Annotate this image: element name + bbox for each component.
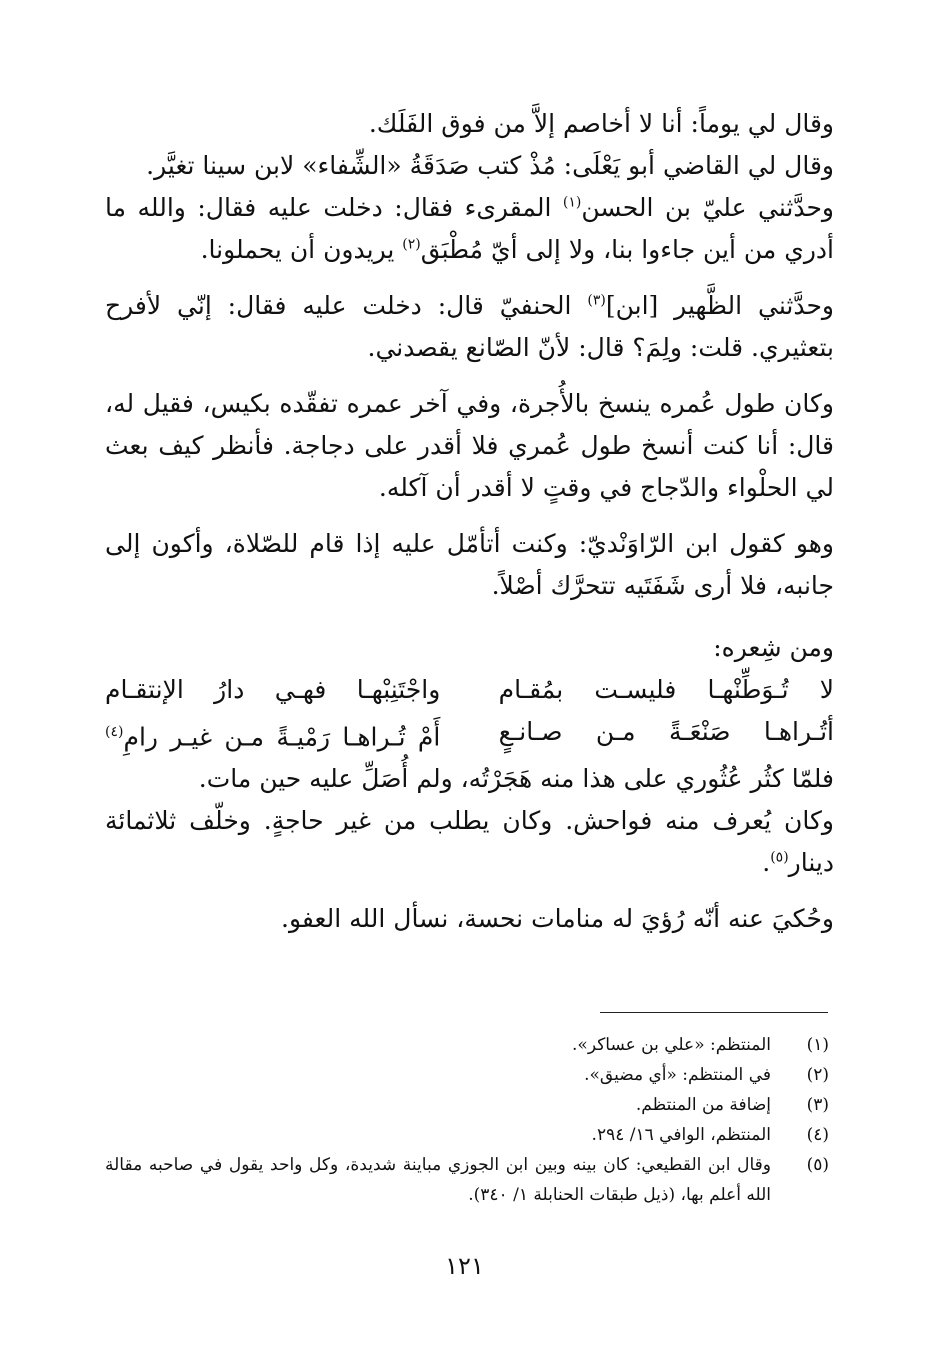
footnote-ref-5[interactable]: (٥) [770, 850, 789, 866]
footnote-number: (٢) [806, 1065, 829, 1085]
main-text [105, 103, 834, 940]
footnote-2 [105, 1060, 829, 1090]
footnote-text: المنتظم، الوافي ١٦/ ٢٩٤. [591, 1125, 771, 1145]
footnote-ref-1[interactable]: (١) [562, 194, 582, 211]
footnotes [105, 1030, 829, 1210]
footnote-number: (٤) [806, 1125, 829, 1145]
verse-2 [105, 711, 834, 758]
verse-2-first-hemistich: أتُـراهـا صَنْعَـةً مـن صـانـعٍ [498, 717, 834, 746]
verse-1-first-hemistich: لا تُـوَطِّنْهـا فليسـت بمُقـام [498, 675, 834, 704]
paragraph-4: وحدَّثني الظَّهير [ابن]$^{(٣)}$ الحنفيّ قال: دخلت عليه فقال: إنّي لأفرح بتعثيري. قلت: ولِمَ؟ قال: لأنّ الصّانع يقصدني. [105, 291, 834, 362]
footnote-ref-3[interactable]: (٣) [587, 292, 606, 309]
paragraph-8: وكان يُعرف منه فواحش. وكان يطلب من غير حاجةٍ. وخلّف ثلاثمائة دينار$^{(٥)}$. [105, 806, 834, 878]
footnote-4 [105, 1120, 829, 1150]
paragraph-6: وهو كقول ابن الرّاوَنْديّ: وكنت أتأمّل عليه إذا قام للصّلاة، وأكون إلى جانبه، فلا أرى شَفَتَيه تتحرَّك أصْلاً. [105, 529, 834, 600]
paragraph-3: وحدَّثني عليّ بن الحسن$^{(١)}$ المقرىء فقال: دخلت عليه فقال: والله ما أدري من أين جاءوا بنا، ولا إلى أيّ مُطْبَق$^{(٢)}$ يريدون أن يحملونا. [105, 193, 834, 264]
verse-1-second-hemistich: واجْتَنِبْهـا فهـي دارُ الإنتقـام [105, 675, 441, 704]
footnote-text: إضافة من المنتظم. [635, 1095, 771, 1115]
footnote-number: (٣) [806, 1095, 829, 1115]
footnote-1 [105, 1030, 829, 1060]
footnote-ref-4[interactable]: (٤) [105, 724, 124, 740]
footnote-3 [105, 1090, 829, 1120]
footnote-separator [600, 1012, 828, 1013]
paragraph-7: فلمّا كثُر عُثُوري على هذا منه هَجَرْتُه، ولم أُصَلِّ عليه حين مات. [198, 764, 834, 794]
page-number: ١٢١ [445, 1252, 484, 1280]
footnote-ref-2[interactable]: (٢) [402, 236, 421, 253]
footnote-5 [105, 1150, 829, 1210]
verse-2-second-hemistich: أَمْ تُـراهـا رَمْيـةً مـن غيـر رامِ$^{(٤)}$ [105, 722, 441, 752]
poem-intro: ومن شِعره: [713, 633, 834, 662]
paragraph-9: وحُكيَ عنه أنّه رُؤيَ له منامات نحسة، نسأل الله العفو. [281, 904, 834, 934]
verse-1 [105, 669, 834, 711]
footnote-text: المنتظم: «علي بن عساكر». [572, 1035, 771, 1055]
footnote-text: في المنتظم: «أي مضيق». [584, 1065, 771, 1085]
footnote-number: (٥) [806, 1155, 829, 1175]
footnote-text: وقال ابن القطيعي: كان بينه وبين ابن الجوزي مباينة شديدة، وكل واحد يقول في صاحبه مقالة الله أعلم بها، (ذيل طبقات الحنابلة ١/ ٣٤٠). [105, 1155, 771, 1205]
poem [105, 669, 834, 758]
paragraph-2: وقال لي القاضي أبو يَعْلَى: مُذْ كتب صَدَقَةُ «الشِّفاء» لابن سينا تغيَّر. [146, 151, 834, 180]
footnote-number: (١) [806, 1035, 829, 1055]
paragraph-5: وكان طول عُمره ينسخ بالأُجرة، وفي آخر عمره تفقّده بكيس، فقيل له، قال: أنا كنت أنسخ طول عُمري فلا أقدر على دجاجة. فأنظر كيف بعث لي الحلْواء والدّجاج في وقتٍ لا أقدر أن آكله. [105, 389, 834, 502]
paragraph-1: وقال لي يوماً: أنا لا أخاصم إلاَّ من فوق الفَلَك. [368, 109, 834, 138]
